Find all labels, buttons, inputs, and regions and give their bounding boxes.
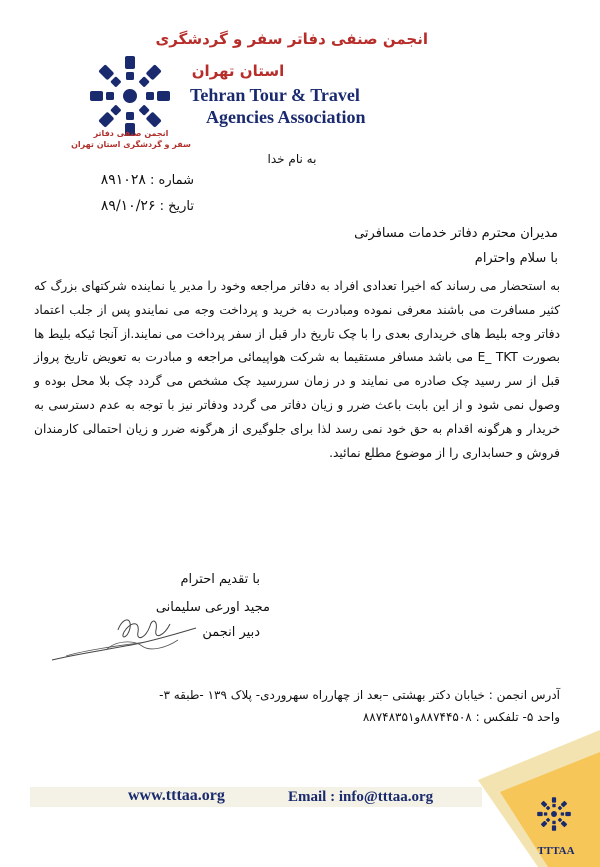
letter-number (44, 172, 194, 188)
footer-email: Email : info@tttaa.org (288, 789, 434, 805)
letter-date-value: ۸۹/۱۰/۲۶ (100, 198, 156, 214)
handwritten-signature (46, 610, 216, 670)
address-line1: آدرس انجمن : خیابان دکتر بهشتی –بعد از چهارراه سهروردی- پلاک ۱۳۹ -طبقه ۳- (159, 688, 560, 702)
letter-date (44, 198, 194, 214)
bismillah: به نام خدا (267, 152, 317, 166)
logo-caption (66, 128, 196, 150)
logo-caption-line1: انجمن صنفی دفاتر (93, 129, 169, 138)
letter-body: به استحضار می رساند که اخیرا تعدادی افراد به دفاتر مراجعه وخود را مدیر یا نماینده شرکتهای بزرگ که کثیر مسافرت می باشند معرفی نموده ومبادرت به خرید و پرداخت وجه می نمایندو پس از جلب اعتماد دفاتر وجه بلیط های خریداری بعدی را با چک تاریخ دار قبل از سفر پرداخت می نمایند.از آنجا ئیکه بلیط ها بصورت E_ TKT می باشد مسافر مستقیما به شرکت هواپیمائی مراجعه و مبادرت به تعویض تاریخ پرواز قبل از سر رسید چک صادره می نمایند و در زمان سررسید چک مشخص می گردد چک بلا محل بوده و وصول نمی شود و از این بابت باعث ضرر و زیان دفاتر می گردد ودفاتر نیز با توجه به عدم دسترسی به خریدار و هرگونه اقدام به حق خود نمی رسد لذا برای جلوگیری از هرگونه ضرر و زیان احتمالی کارمندان فروش و حسابداری را از موضوع مطلع نمائید. (34, 279, 560, 460)
closing-regards: با تقدیم احترام (180, 572, 260, 587)
org-name-en-line1: Tehran Tour & Travel (190, 85, 360, 105)
footer-website: www.tttaa.org (128, 787, 225, 804)
letter-number-label: شماره : (150, 173, 194, 188)
footer-logo-text: TTTAA (537, 845, 575, 857)
letter-date-label: تاریخ : (159, 199, 194, 214)
address-line2: واحد ۵- تلفکس : ۸۸۷۴۴۵۰۸و۸۸۷۴۸۳۵۱ (362, 710, 560, 724)
org-name-en-line2: Agencies Association (206, 107, 366, 127)
signer-name: مجید اورعی سلیمانی (155, 600, 270, 615)
org-name-en (190, 84, 390, 128)
org-province-fa: استان تهران (191, 62, 285, 80)
association-logo (88, 54, 172, 138)
addressee: مدیران محترم دفاتر خدمات مسافرتی (354, 226, 558, 241)
org-name-fa: انجمن صنفی دفاتر سفر و گردشگری (155, 30, 428, 48)
signer-title: دبیر انجمن (202, 625, 260, 640)
greeting: با سلام واحترام (474, 251, 558, 266)
footer-logo (478, 730, 600, 867)
letter-number-value: ۸۹۱۰۲۸ (100, 172, 146, 188)
address-block (60, 684, 560, 728)
logo-caption-line2: سفر و گردشگری استان تهران (71, 140, 191, 149)
